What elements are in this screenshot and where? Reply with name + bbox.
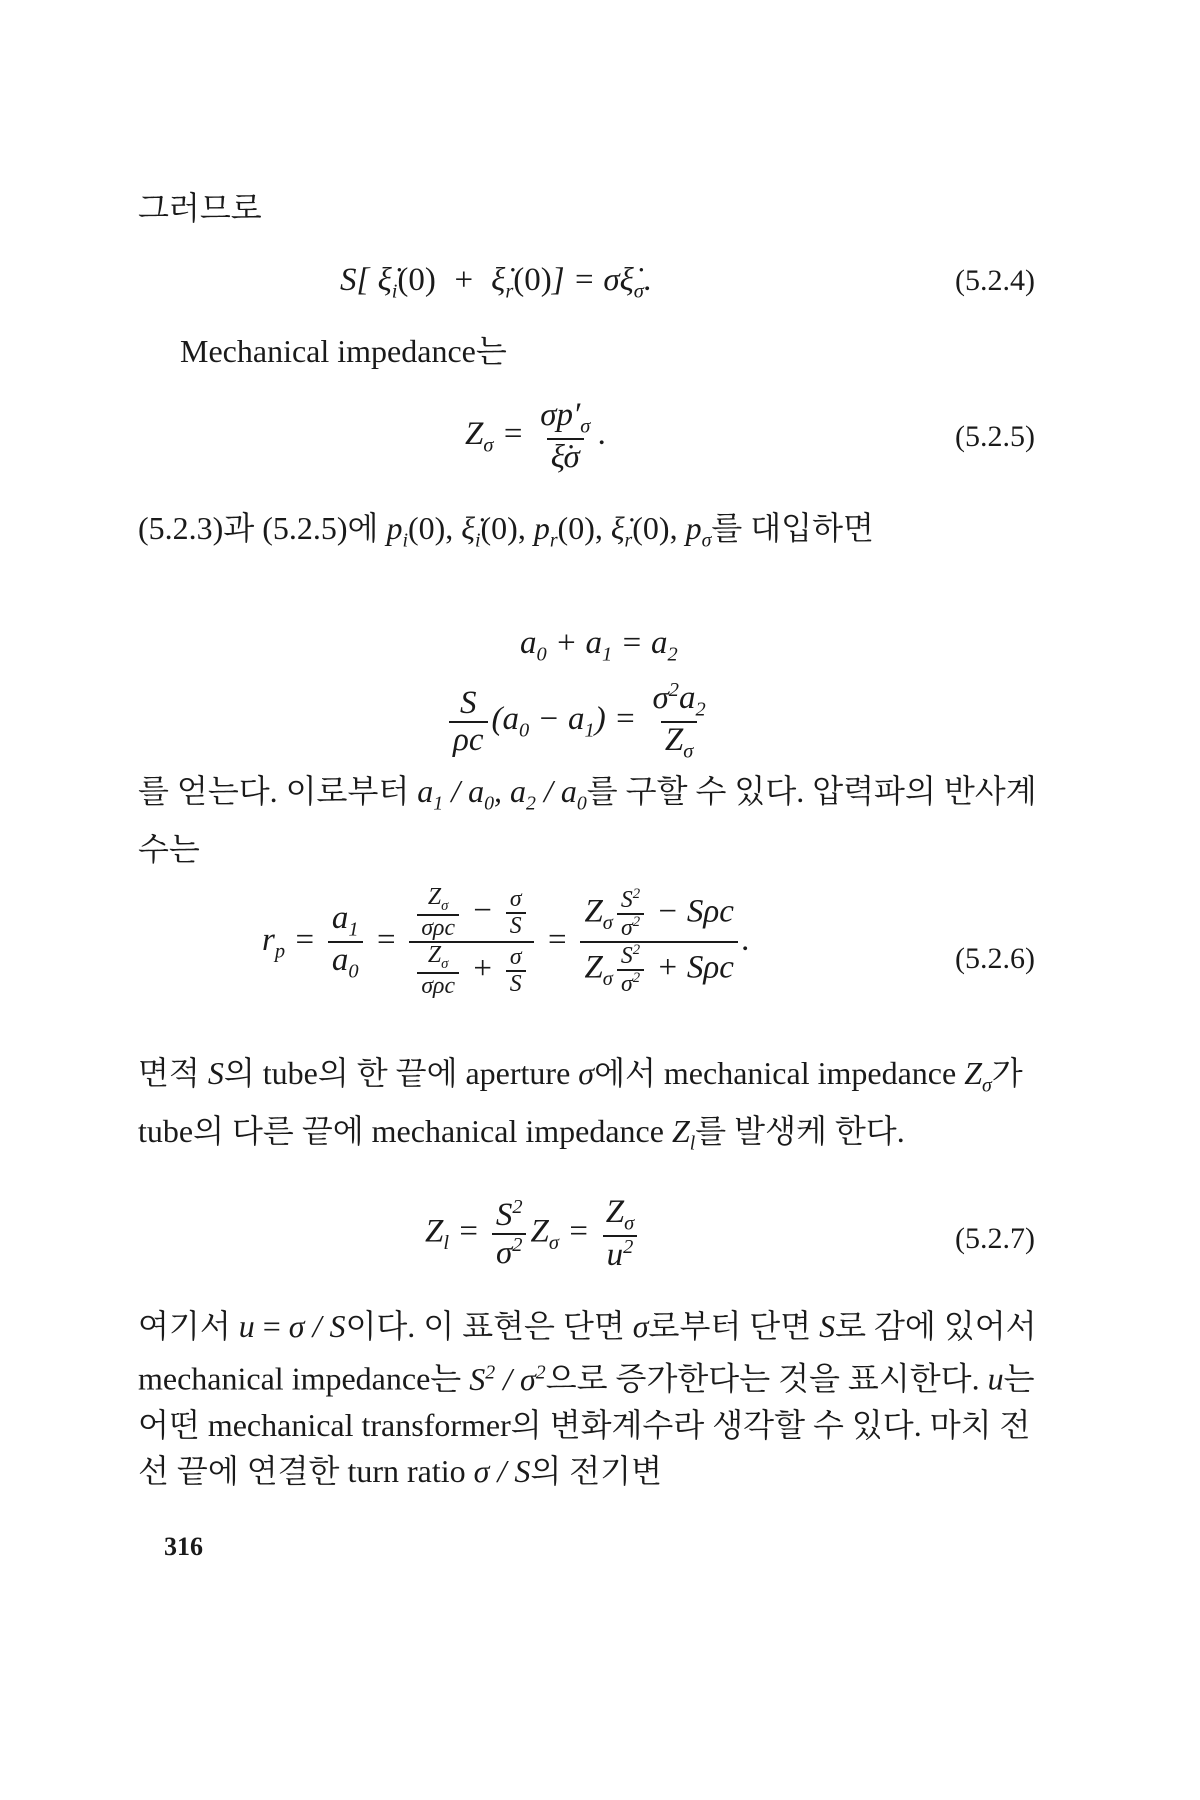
equation-5-2-5: $Z_\sigma$ = $\frac{\sigma p'_\sigma}{\xi̇\sigma}$ . bbox=[465, 397, 607, 476]
equation-a-ratio: $\frac{S}{\rho c}$ $(a_0 - a_1)$ = $\frac{\sigma^2a_2}{Z_\sigma}$ bbox=[445, 680, 714, 763]
equation-number-5-2-5: (5.2.5) bbox=[955, 420, 1035, 453]
equation-5-2-6: $r_p$ = $\frac{a_1}{a_0}$ = $\frac{Z_\sigma}{\text{σρc}}$ − $\frac{\sigma}{S}$ $\frac{Z_\sigma}{\text{σρc}}$ + $\frac{\sigma}{S}$ = $Z_\sigma$ $\frac{S^2}{\sigma^2}$ − Sρc $Z_\sigma$ $\frac{S^2}{\sigma^2}$ + Sρc . bbox=[262, 884, 751, 1000]
page-number: 316 bbox=[164, 1532, 203, 1561]
paragraph-therefore: 그러므로 bbox=[138, 190, 262, 226]
equation-5-2-7: $Z_l$ = $\frac{S^2}{\sigma^2}$ $Z_\sigma$ = $\frac{Z_\sigma}{u^2}$ bbox=[425, 1195, 642, 1273]
equation-number-5-2-4: (5.2.4) bbox=[955, 264, 1035, 297]
equation-5-2-4: S[ $\xi̇_i(0)$ + $\xi̇_r(0)$] = $\sigma\xi̇_\sigma$. bbox=[340, 262, 653, 303]
paragraph-mechanical-impedance: Mechanical impedance는 bbox=[180, 333, 507, 369]
equation-number-5-2-7: (5.2.7) bbox=[955, 1222, 1035, 1255]
paragraph-substitute: (5.2.3)과 (5.2.5)에 $p_i(0)$, $\xi̇_i(0)$, $p_r(0)$, $\xi̇_r(0)$, $p_\sigma$를 대입하면 bbox=[138, 510, 874, 552]
equation-a-sum: $a_0 + a_1 = a_2$ bbox=[520, 625, 678, 666]
equation-number-5-2-6: (5.2.6) bbox=[955, 942, 1035, 975]
paragraph-here-u: 여기서 u = σ / S이다. 이 표현은 단면 σ로부터 단면 S로 감에 있어서 mechanical impedance는 $S^2 / \sigma^2$으로 증가한다는 것을 표시한다. u는 어떤 mechanical transformer의 변화계수라 생각할 수 있다. 마치 전선 끝에 연결한 turn ratio σ / S의 전기변 bbox=[138, 1308, 1037, 1489]
paragraph-obtain: 를 얻는다. 이로부터 $a_1 / a_0$, $a_2 / a_0$를 구할 수 있다. 압력파의 반사계수는 bbox=[138, 773, 1037, 868]
paragraph-area-tube: 면적 S의 tube의 한 끝에 aperture σ에서 mechanical impedance $Z_\sigma$가 tube의 다른 끝에 mechanical impedance $Z_l$를 발생케 한다. bbox=[138, 1055, 1023, 1155]
